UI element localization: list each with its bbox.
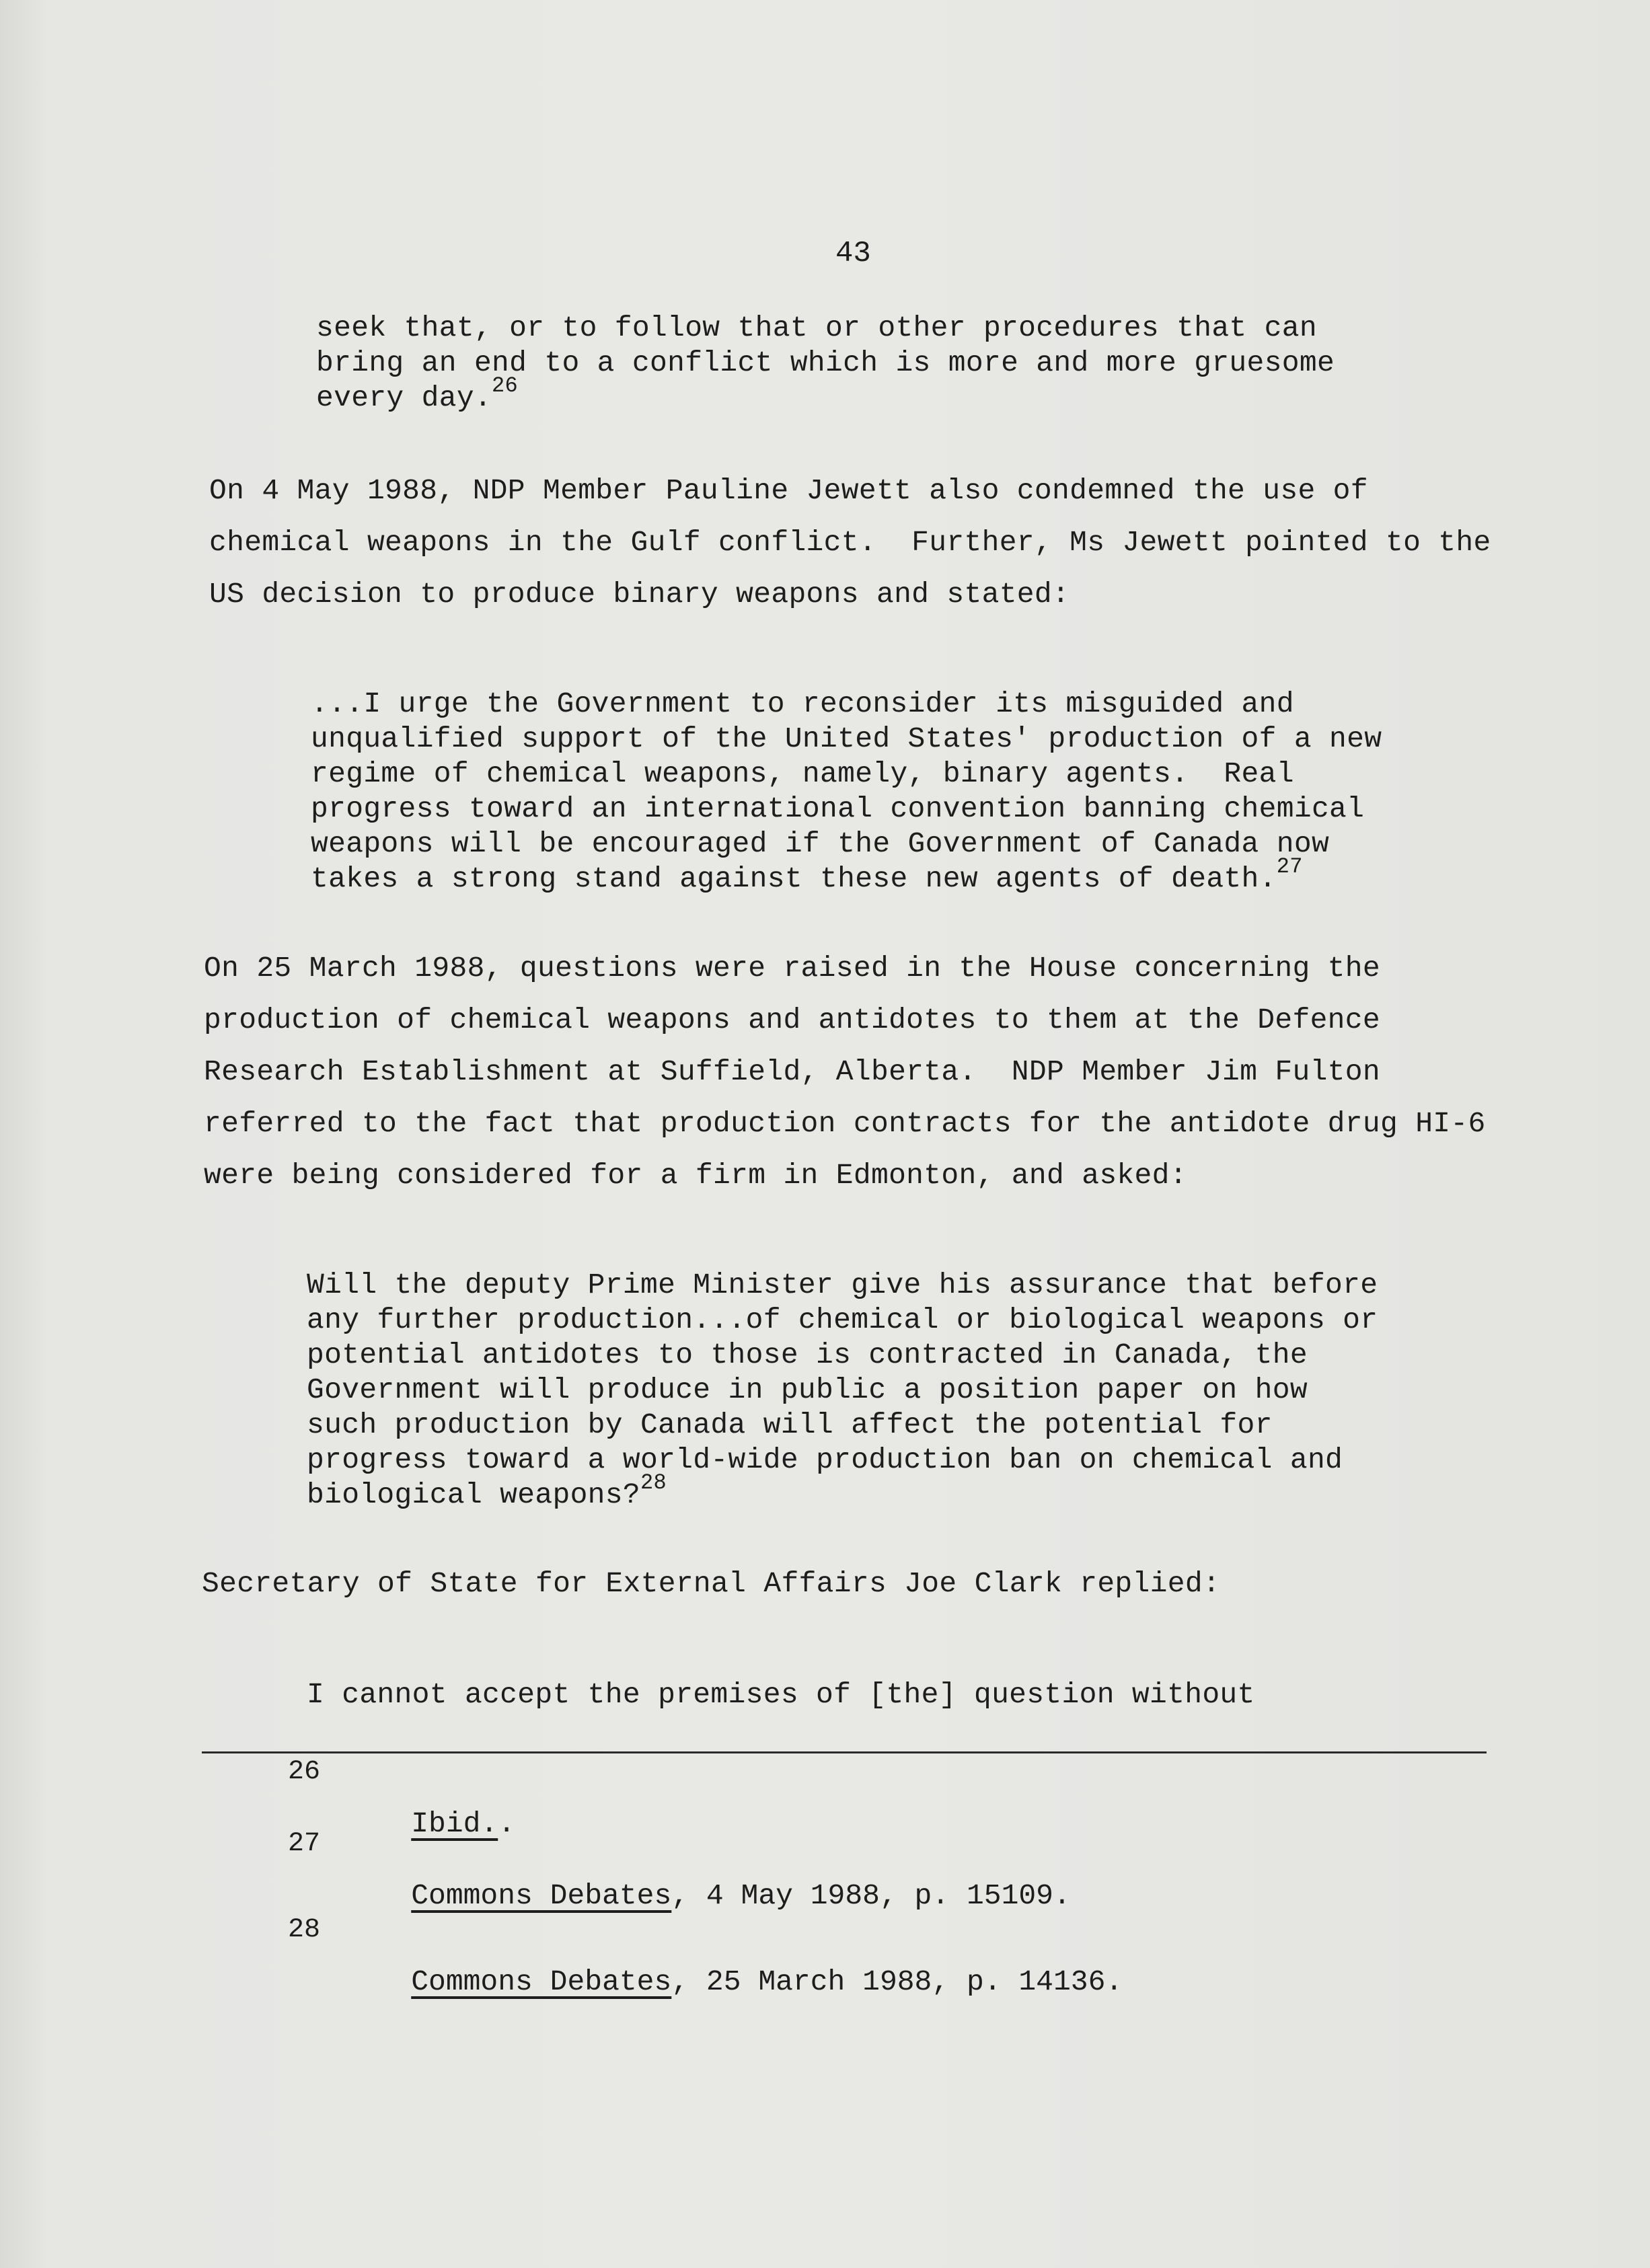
- paragraph-fulton: [204, 942, 1486, 1201]
- quote-line: I cannot accept the premises of [the] question without: [307, 1678, 1255, 1711]
- quote-line: unqualified support of the United States' production of a new: [311, 722, 1382, 755]
- footnote-27: [288, 1829, 1071, 1945]
- footnote-marker: 26: [492, 373, 519, 398]
- quote-line: ...I urge the Government to reconsider its misguided and: [311, 687, 1294, 720]
- footnote-text: .: [498, 1807, 516, 1840]
- block-quote-4: [307, 1677, 1255, 1712]
- quote-line: every day.: [316, 381, 492, 414]
- paragraph-line: Secretary of State for External Affairs Joe Clark replied:: [202, 1567, 1221, 1600]
- quote-line: Will the deputy Prime Minister give his assurance that before: [307, 1269, 1378, 1301]
- quote-line: any further production...of chemical or biological weapons or: [307, 1303, 1378, 1336]
- quote-line: regime of chemical weapons, namely, binary agents. Real: [311, 757, 1294, 790]
- footnote-divider: [202, 1751, 1487, 1753]
- footnote-marker: 28: [640, 1470, 667, 1495]
- block-quote-3: [307, 1268, 1378, 1513]
- footnote-28: [288, 1915, 1123, 2031]
- quote-line: such production by Canada will affect the potential for: [307, 1408, 1273, 1441]
- quote-line: progress toward a world-wide production ban on chemical and: [307, 1443, 1343, 1476]
- paragraph-line: production of chemical weapons and antidotes to them at the Defence: [204, 1004, 1380, 1036]
- quote-line: bring an end to a conflict which is more and more gruesome: [316, 346, 1335, 379]
- block-quote-2: [311, 687, 1382, 897]
- paragraph-line: referred to the fact that production contracts for the antidote drug HI-6: [204, 1107, 1486, 1140]
- paragraph-jewett: [209, 465, 1491, 620]
- page-number: 43: [835, 237, 871, 270]
- footnote-marker: 27: [1276, 854, 1303, 879]
- footnote-text: , 4 May 1988, p. 15109.: [671, 1879, 1071, 1912]
- footnote-reference: Ibid.: [411, 1807, 498, 1840]
- quote-line: seek that, or to follow that or other procedures that can: [316, 311, 1317, 344]
- quote-line: Government will produce in public a position paper on how: [307, 1373, 1308, 1406]
- quote-line: biological weapons?: [307, 1478, 640, 1511]
- paragraph-line: chemical weapons in the Gulf conflict. Further, Ms Jewett pointed to the: [209, 526, 1491, 559]
- footnote-reference: Commons Debates: [411, 1965, 672, 1998]
- paragraph-line: On 4 May 1988, NDP Member Pauline Jewett also condemned the use of: [209, 474, 1368, 507]
- footnote-reference: Commons Debates: [411, 1879, 672, 1912]
- quote-line: takes a strong stand against these new agents of death.: [311, 862, 1277, 895]
- footnote-number: 26: [288, 1757, 321, 1787]
- quote-line: progress toward an international convention banning chemical: [311, 792, 1365, 825]
- footnote-number: 27: [288, 1829, 321, 1859]
- block-quote-1: [316, 311, 1335, 416]
- paragraph-line: On 25 March 1988, questions were raised in the House concerning the: [204, 952, 1380, 985]
- quote-line: potential antidotes to those is contracted in Canada, the: [307, 1338, 1308, 1371]
- quote-line: weapons will be encouraged if the Government of Canada now: [311, 827, 1330, 860]
- footnote-number: 28: [288, 1915, 321, 1945]
- paragraph-line: Research Establishment at Suffield, Alberta. NDP Member Jim Fulton: [204, 1055, 1380, 1088]
- paragraph-line: US decision to produce binary weapons and stated:: [209, 578, 1070, 611]
- footnote-text: , 25 March 1988, p. 14136.: [671, 1965, 1123, 1998]
- paragraph-line: were being considered for a firm in Edmonton, and asked:: [204, 1159, 1187, 1192]
- paragraph-clark: [202, 1558, 1220, 1610]
